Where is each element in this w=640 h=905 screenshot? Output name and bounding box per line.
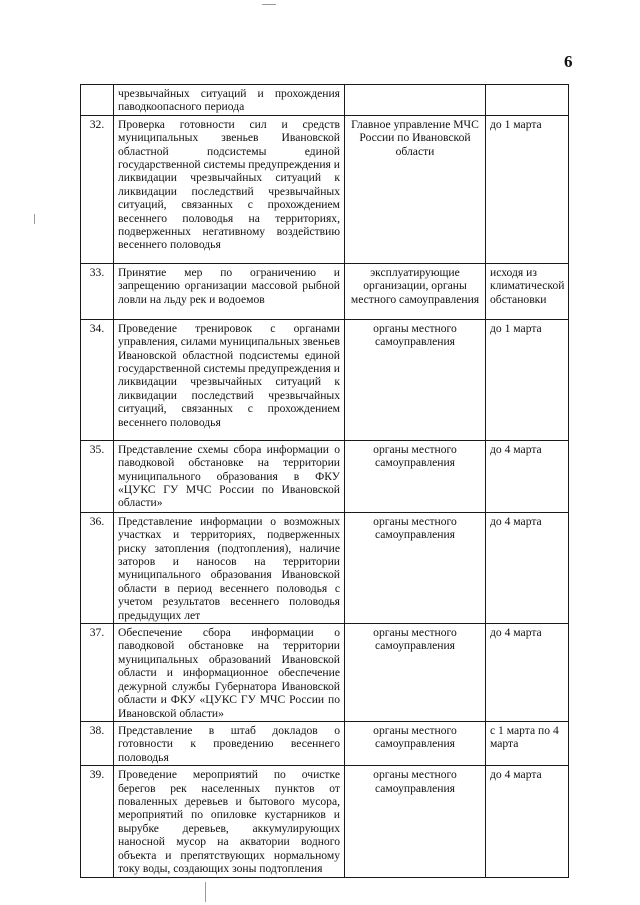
deadline-cell: исходя из климатической обстановки: [486, 263, 569, 319]
action-cell: Проведение тренировок с органами управления, силами муниципальных звеньев Ивановской областной подсистемы единой государственной системы предупреждения и ликвидации чрезвычайных ситуаций к ликвидации последствий чрезвычайных ситуаций, связанных с прохождением весеннего половодья: [114, 319, 345, 440]
row-number-cell: 38.: [81, 721, 114, 765]
deadline-cell: до 4 марта: [486, 512, 569, 623]
page-number: 6: [564, 52, 573, 71]
margin-cell: [569, 624, 640, 722]
margin-cell: [569, 766, 640, 878]
margin-cell: [569, 319, 640, 440]
table-row: [81, 115, 640, 263]
table-row: [81, 766, 640, 878]
deadline-cell: до 1 марта: [486, 319, 569, 440]
table-row: [81, 319, 640, 440]
margin-cell: [569, 85, 640, 116]
table-row: [81, 721, 640, 765]
row-number-cell: 32.: [81, 115, 114, 263]
row-number-cell: [81, 85, 114, 116]
action-cell: Принятие мер по ограничению и запрещению организации массовой рыбной ловли на льду рек и водоемов: [114, 263, 345, 319]
margin-cell: [569, 440, 640, 512]
row-number-cell: 39.: [81, 766, 114, 878]
deadline-cell: до 4 марта: [486, 766, 569, 878]
responsible-cell: [345, 85, 486, 116]
responsible-cell: органы местного самоуправления: [345, 624, 486, 722]
measures-table: [80, 84, 640, 878]
deadline-cell: до 4 марта: [486, 440, 569, 512]
action-cell: Проведение мероприятий по очистке берегов рек населенных пунктов от поваленных деревьев и бытового мусора, мероприятий по опиловке кустарников и вырубке деревьев, аккумулирующих наносной мусор на акватории водного объекта и препятствующих нормальному току воды, создающих зоны подтопления: [114, 766, 345, 878]
margin-cell: [569, 721, 640, 765]
deadline-cell: до 4 марта: [486, 624, 569, 722]
action-cell: Представление информации о возможных участках и территориях, подверженных риску затопления (подтопления), наличие заторов и наносов на территории муниципального образования Ивановской области в период весеннего половодья с учетом результатов весеннего половодья предыдущих лет: [114, 512, 345, 623]
row-number-cell: 37.: [81, 624, 114, 722]
deadline-cell: [486, 85, 569, 116]
action-cell: Обеспечение сбора информации о паводковой обстановке на территории муниципальных образований Ивановской области и информационное обеспечение дежурной службы Губернатора Ивановской области и ФКУ «ЦУКС ГУ МЧС России по Ивановской области»: [114, 624, 345, 722]
table-row: [81, 512, 640, 623]
action-cell: Проверка готовности сил и средств муниципальных звеньев Ивановской областной подсистемы единой государственной системы предупреждения и ликвидации чрезвычайных ситуаций к ликвидации последствий чрезвычайных ситуаций, связанных с прохождением весеннего половодья на территориях, подверженных негативному воздействию весеннего половодья: [114, 115, 345, 263]
responsible-cell: органы местного самоуправления: [345, 721, 486, 765]
responsible-cell: эксплуатирующие организации, органы местного самоуправления: [345, 263, 486, 319]
table-row: [81, 624, 640, 722]
row-number-cell: 35.: [81, 440, 114, 512]
action-cell: чрезвычайных ситуаций и прохождения паводкоопасного периода: [114, 85, 345, 116]
responsible-cell: органы местного самоуправления: [345, 319, 486, 440]
margin-cell: [569, 512, 640, 623]
scan-artifact-left: [34, 214, 35, 224]
table-row: [81, 440, 640, 512]
responsible-cell: органы местного самоуправления: [345, 440, 486, 512]
table-row: [81, 85, 640, 116]
margin-cell: [569, 263, 640, 319]
responsible-cell: органы местного самоуправления: [345, 766, 486, 878]
row-number-cell: 34.: [81, 319, 114, 440]
responsible-cell: Главное управление МЧС России по Ивановской области: [345, 115, 486, 263]
responsible-cell: органы местного самоуправления: [345, 512, 486, 623]
table-row: [81, 263, 640, 319]
row-number-cell: 36.: [81, 512, 114, 623]
measures-table-body: [81, 85, 640, 878]
action-cell: Представление схемы сбора информации о паводковой обстановке на территории муниципального образования в ФКУ «ЦУКС ГУ МЧС России по Ивановской области»: [114, 440, 345, 512]
scan-artifact-bottom: [205, 882, 206, 902]
scan-artifact-top: [262, 4, 276, 5]
deadline-cell: с 1 марта по 4 марта: [486, 721, 569, 765]
row-number-cell: 33.: [81, 263, 114, 319]
action-cell: Представление в штаб докладов о готовности к проведению весеннего половодья: [114, 721, 345, 765]
margin-cell: [569, 115, 640, 263]
deadline-cell: до 1 марта: [486, 115, 569, 263]
